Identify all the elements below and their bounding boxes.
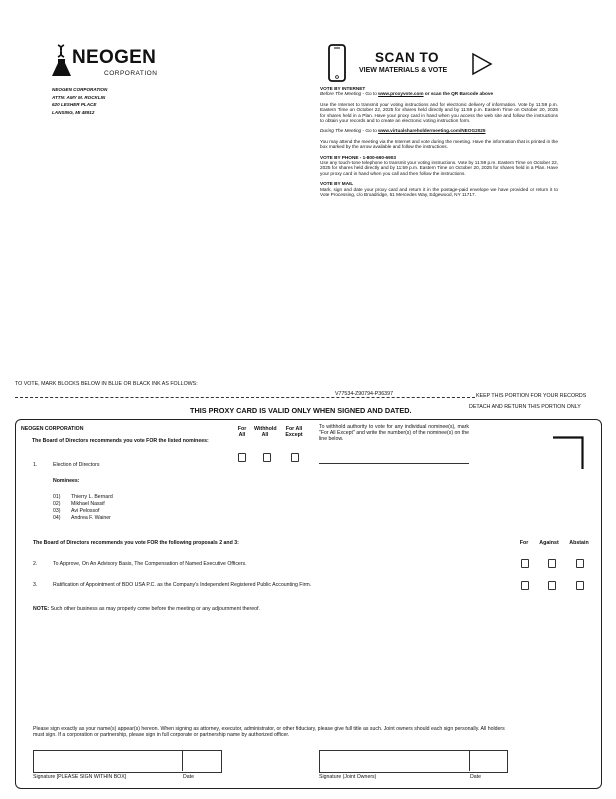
goto-text: - Go to [361, 91, 379, 97]
proposal2-against-checkbox[interactable] [548, 559, 556, 568]
return-address [52, 86, 107, 117]
item1-text: Election of Directors [53, 462, 100, 468]
goto-text: - Go to [361, 128, 379, 134]
date-label-2: Date [470, 774, 481, 780]
nominee-number: 04) [53, 515, 61, 521]
internet-heading: VOTE BY INTERNET [320, 86, 366, 91]
col-abstain: Abstain [569, 540, 589, 546]
proxy-card [15, 419, 602, 789]
col-withhold-all: Withhold All [254, 426, 277, 438]
address-line: ATTN: AMY M. ROCKLIN [52, 94, 106, 100]
nominee-number: 02) [53, 501, 61, 507]
proposal2-abstain-checkbox[interactable] [576, 559, 584, 568]
signing-instructions: Please sign exactly as your name(s) appear(s) hereon. When signing as attorney, executor, administrator, or other fiduciary, please give full title as such. Joint owners should each sign personally. All holders must sign. If a corporation or partnership, please sign in full corporate or partnership name by authorized officer. [33, 726, 505, 739]
signature-divider [469, 750, 470, 771]
during-meeting-label: During The Meeting [320, 128, 362, 134]
nominee-name: Andrea F. Wainer [71, 515, 111, 521]
withhold-all-checkbox[interactable] [263, 453, 271, 462]
mail-body: Mark, sign and date your proxy card and return it in the postage-paid envelope we have provided or return it to Vote Processing, c/o Broadridge, 51 Mercedes Way, Edgewood, NY 11717. [320, 186, 558, 198]
virtual-meeting-link[interactable]: www.virtualshareholdermeeting.com/NEOG2025 [378, 128, 486, 134]
proposal3-abstain-checkbox[interactable] [576, 581, 584, 590]
withhold-instructions: To withhold authority to vote for any individual nominee(s), mark "For All Except" and write the number(s) of the nominee(s) on the line below. [319, 424, 469, 442]
control-box-corner [552, 436, 584, 470]
valid-notice: THIS PROXY CARD IS VALID ONLY WHEN SIGNED AND DATED. [190, 406, 412, 415]
nominee-number: 03) [53, 508, 61, 514]
signature-box-1[interactable] [33, 750, 222, 773]
control-number: V77534-Z90794-P36397 [335, 391, 394, 397]
signature-label-2: Signature (Joint Owners) [319, 774, 377, 780]
neogen-logo [52, 43, 162, 81]
phone-heading: VOTE BY PHONE - 1-800-690-6903 [320, 154, 396, 160]
note-line [33, 606, 260, 612]
during-body: You may attend the meeting via the Internet and vote during the meeting. Have the information that is printed in the box marked by the arrow available and follow the instructions. [320, 138, 558, 150]
phone-icon [328, 44, 346, 82]
voting-instructions [320, 86, 558, 198]
nominee-name: Avi Pelossof [71, 508, 100, 514]
logo-subtitle: CORPORATION [104, 70, 158, 77]
item1-number: 1. [33, 462, 38, 468]
phone-body: Use any touch-tone telephone to transmit your voting instructions. Vote by 11:59 p.m. Eastern Time on October 22, 2025 for shares held directly and by 11:59 p.m. Eastern Time on October 20, 2025 for shares held in a Plan. Have your proxy card in hand when you call and then follow the instructions. [320, 160, 558, 176]
signature-label-1: Signature [PLEASE SIGN WITHIN BOX] [33, 774, 127, 780]
keep-portion-label: KEEP THIS PORTION FOR YOUR RECORDS [476, 393, 587, 399]
detach-label: DETACH AND RETURN THIS PORTION ONLY [469, 404, 581, 410]
proposal-text: Ratification of Appointment of BDO USA P.C. as the Company's Independent Registered Public Accounting Firm. [53, 582, 312, 588]
proposal-number: 2. [33, 561, 38, 567]
board-recommendation-2: The Board of Directors recommends you vote FOR the following proposals 2 and 3: [33, 540, 239, 546]
ink-instructions: TO VOTE, MARK BLOCKS BELOW IN BLUE OR BLACK INK AS FOLLOWS: [15, 381, 198, 387]
note-label: NOTE: [33, 606, 50, 612]
signature-box-2[interactable] [319, 750, 508, 773]
board-recommendation-1: The Board of Directors recommends you vote FOR the listed nominees: [32, 438, 209, 444]
except-number-line[interactable] [319, 463, 469, 464]
nominee-number: 01) [53, 494, 61, 500]
col-for: For [519, 540, 529, 546]
for-all-checkbox[interactable] [238, 453, 246, 462]
signature-divider [182, 750, 183, 771]
for-all-except-checkbox[interactable] [291, 453, 299, 462]
company-name: NEOGEN CORPORATION [21, 426, 84, 432]
before-meeting-label: Before The Meeting [320, 91, 362, 97]
nominee-name: Thierry L. Bernard [71, 494, 113, 500]
proxyvote-link[interactable]: www.proxyvote.com [378, 91, 424, 97]
scan-title: SCAN TO [375, 50, 440, 65]
nominees-label: Nominees: [53, 478, 80, 484]
internet-body: Use the Internet to transmit your voting instructions and for electronic delivery of information. Vote by 11:59 p.m. Eastern Time on October 22, 2025 for shares held directly and by 11:59 p.m. Eastern Time on October 20, 2025 for shares held in a Plan. Have your proxy card in hand when you access the web site and follow the instructions to obtain your records and to create an electronic voting instruction form. [320, 101, 558, 124]
note-text: Such other business as may properly come before the meeting or any adjournment thereof. [49, 606, 260, 612]
date-label-1: Date [183, 774, 194, 780]
col-for-all: For All [237, 426, 247, 438]
proposal3-for-checkbox[interactable] [521, 581, 529, 590]
nominee-name: Mikhael Nassif [71, 501, 105, 507]
scan-to-vote-banner [328, 44, 498, 82]
proposal3-against-checkbox[interactable] [548, 581, 556, 590]
scan-subtitle: VIEW MATERIALS & VOTE [359, 67, 448, 74]
flask-icon [52, 43, 72, 79]
cut-line [15, 397, 475, 398]
play-arrow-icon [470, 52, 494, 76]
proposal-text: To Approve, On An Advisory Basis, The Compensation of Named Executive Officers. [53, 561, 247, 567]
col-against: Against [539, 540, 559, 546]
col-for-all-except: For All Except [285, 426, 303, 438]
address-line: NEOGEN CORPORATION [52, 87, 108, 92]
address-line: LANSING, MI 48912 [52, 110, 95, 116]
proposal2-for-checkbox[interactable] [521, 559, 529, 568]
mail-heading: VOTE BY MAIL [320, 181, 354, 187]
proposal-number: 3. [33, 582, 38, 588]
qr-text: or scan the QR Barcode above [423, 91, 494, 97]
address-line: 620 LESHER PLACE [52, 102, 97, 108]
logo-wordmark: NEOGEN [72, 47, 157, 68]
